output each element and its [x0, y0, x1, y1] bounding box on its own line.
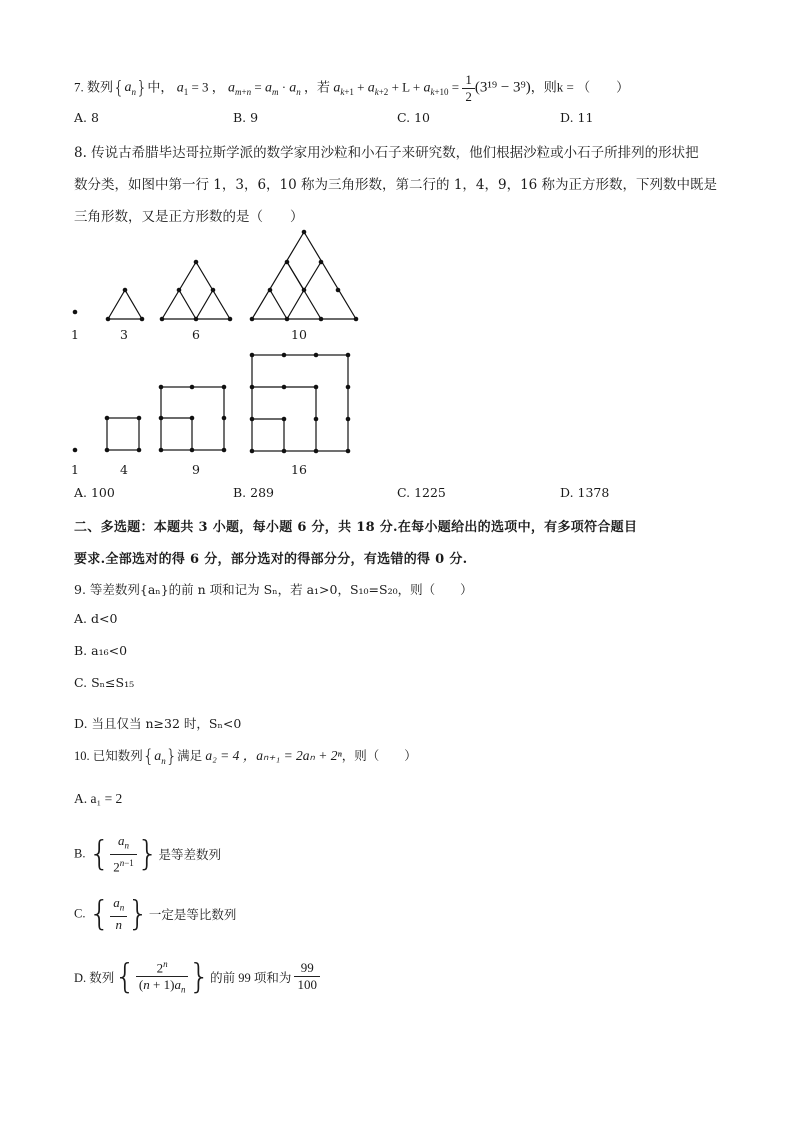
q10-option-c-label: C. — [74, 906, 86, 921]
q9-option-d[interactable]: D. 当且仅当 n≥32 时，Sₙ<0 — [74, 716, 242, 731]
question-7-stem: 7. 数列$\{a_n\}$中， $a_1 = 3$ ， $a_{m+n} = a_m \cdot a_n$ ，若 $a_{k+1} + a_{k+2} + L + a_{k+10}$ = $\frac{1}{2}$ (3¹⁹ − 3⁹)，则k = （ ） — [74, 72, 630, 104]
q8-line-3: 三角形数，又是正方形数的是（ ） — [74, 209, 304, 225]
q10-option-d-denominator: 100 — [297, 977, 317, 993]
q8-option-a[interactable]: A. 100 — [74, 485, 115, 500]
q10-number: 10. 已知数列 — [74, 749, 143, 763]
square-label-9: 9 — [192, 462, 200, 477]
q8-option-c[interactable]: C. 1225 — [397, 485, 446, 500]
q7-option-a[interactable]: A. 8 — [74, 110, 99, 125]
q7-half-fraction: $\frac{1}{2}$ — [462, 72, 475, 105]
triangle-numbers-row — [73, 230, 359, 322]
q9-option-a[interactable]: A. d<0 — [74, 611, 118, 626]
square-label-4: 4 — [120, 462, 128, 477]
q10-option-c[interactable]: C. { $\frac{a_n}{n}$ }一定是等比数列 — [74, 893, 237, 934]
q10-option-d-fraction — [294, 960, 320, 993]
q7-ask: k = （ ） — [556, 79, 630, 95]
q7-stem-c: ，若 — [304, 79, 331, 95]
q10-option-b[interactable]: B. { $\frac{a_n}{2^{n-1}}$ }是等差数列 — [74, 833, 221, 874]
section-2-heading-line-2: 要求.全部选对的得 6 分，部分选对的得部分分，有选错的得 0 分. — [74, 552, 468, 567]
triangle-label-1: 1 — [71, 327, 79, 342]
q7-number: 7. — [74, 79, 84, 95]
square-label-16: 16 — [291, 462, 307, 477]
q10-option-d-label: D. 数列 — [74, 970, 115, 985]
triangle-label-6: 6 — [192, 327, 200, 342]
q7-stem-b: 中， — [147, 79, 174, 95]
q10-stem: 10. 已知数列$\{a_n\}$满足 a₂ = 4 ，aₙ₊₁ = 2aₙ + 2ⁿ，则（ ） — [74, 746, 417, 768]
q8-option-d[interactable]: D. 1378 — [560, 485, 610, 500]
square-numbers-row — [73, 353, 351, 454]
q7-stem-d: ，则 — [530, 79, 557, 95]
q8-option-b[interactable]: B. 289 — [233, 485, 274, 500]
triangle-label-3: 3 — [120, 327, 128, 342]
q10-option-d-numerator: 99 — [294, 960, 320, 977]
triangle-label-10: 10 — [291, 327, 307, 342]
q10-option-c-text: 一定是等比数列 — [148, 907, 237, 922]
q9-option-b[interactable]: B. a₁₆<0 — [74, 643, 128, 658]
q8-line-2: 数分类，如图中第一行 1，3，6，10 称为三角形数，第二行的 1，4，9，16 称为正方形数，下列数中既是 — [74, 177, 718, 193]
square-label-1: 1 — [71, 462, 79, 477]
section-2-heading-line-1: 二、多选题：本题共 3 小题，每小题 6 分，共 18 分.在每小题给出的选项中，有多项符合题目 — [74, 520, 638, 535]
q7-option-b[interactable]: B. 9 — [233, 110, 259, 125]
q9-option-c[interactable]: C. Sₙ≤S₁₅ — [74, 675, 135, 690]
q7-stem-a: 数列 — [87, 79, 114, 95]
q10-option-d-text: 的前 99 项和为 — [210, 970, 292, 985]
q10-option-b-text: 是等差数列 — [158, 847, 221, 862]
q7-rhs: (3¹⁹ − 3⁹) — [474, 79, 531, 96]
q7-option-c[interactable]: C. 10 — [397, 110, 430, 125]
q8-line-1: 8. 传说古希腊毕达哥拉斯学派的数学家用沙粒和小石子来研究数，他们根据沙粒或小石子所排列的形状把 — [74, 145, 699, 161]
q10-option-a[interactable]: A. a₁ = 2 — [74, 791, 123, 806]
q10-ask: ，则（ ） — [341, 749, 417, 763]
q10-stem-b: 满足 — [177, 749, 203, 763]
q10-condition: a₂ = 4 ，aₙ₊₁ = 2aₙ + 2ⁿ — [205, 748, 342, 763]
q10-option-b-label: B. — [74, 846, 86, 861]
q10-option-d[interactable]: D. 数列{ $\frac{2^n}{(n + 1)a_n}$ }的前 99 项和为 $\frac{99}{100}$ — [74, 956, 320, 998]
q9-stem: 9. 等差数列{aₙ}的前 n 项和记为 Sₙ，若 a₁>0，S₁₀=S₂₀，则（ ） — [74, 582, 473, 597]
q7-option-d[interactable]: D. 11 — [560, 110, 594, 125]
